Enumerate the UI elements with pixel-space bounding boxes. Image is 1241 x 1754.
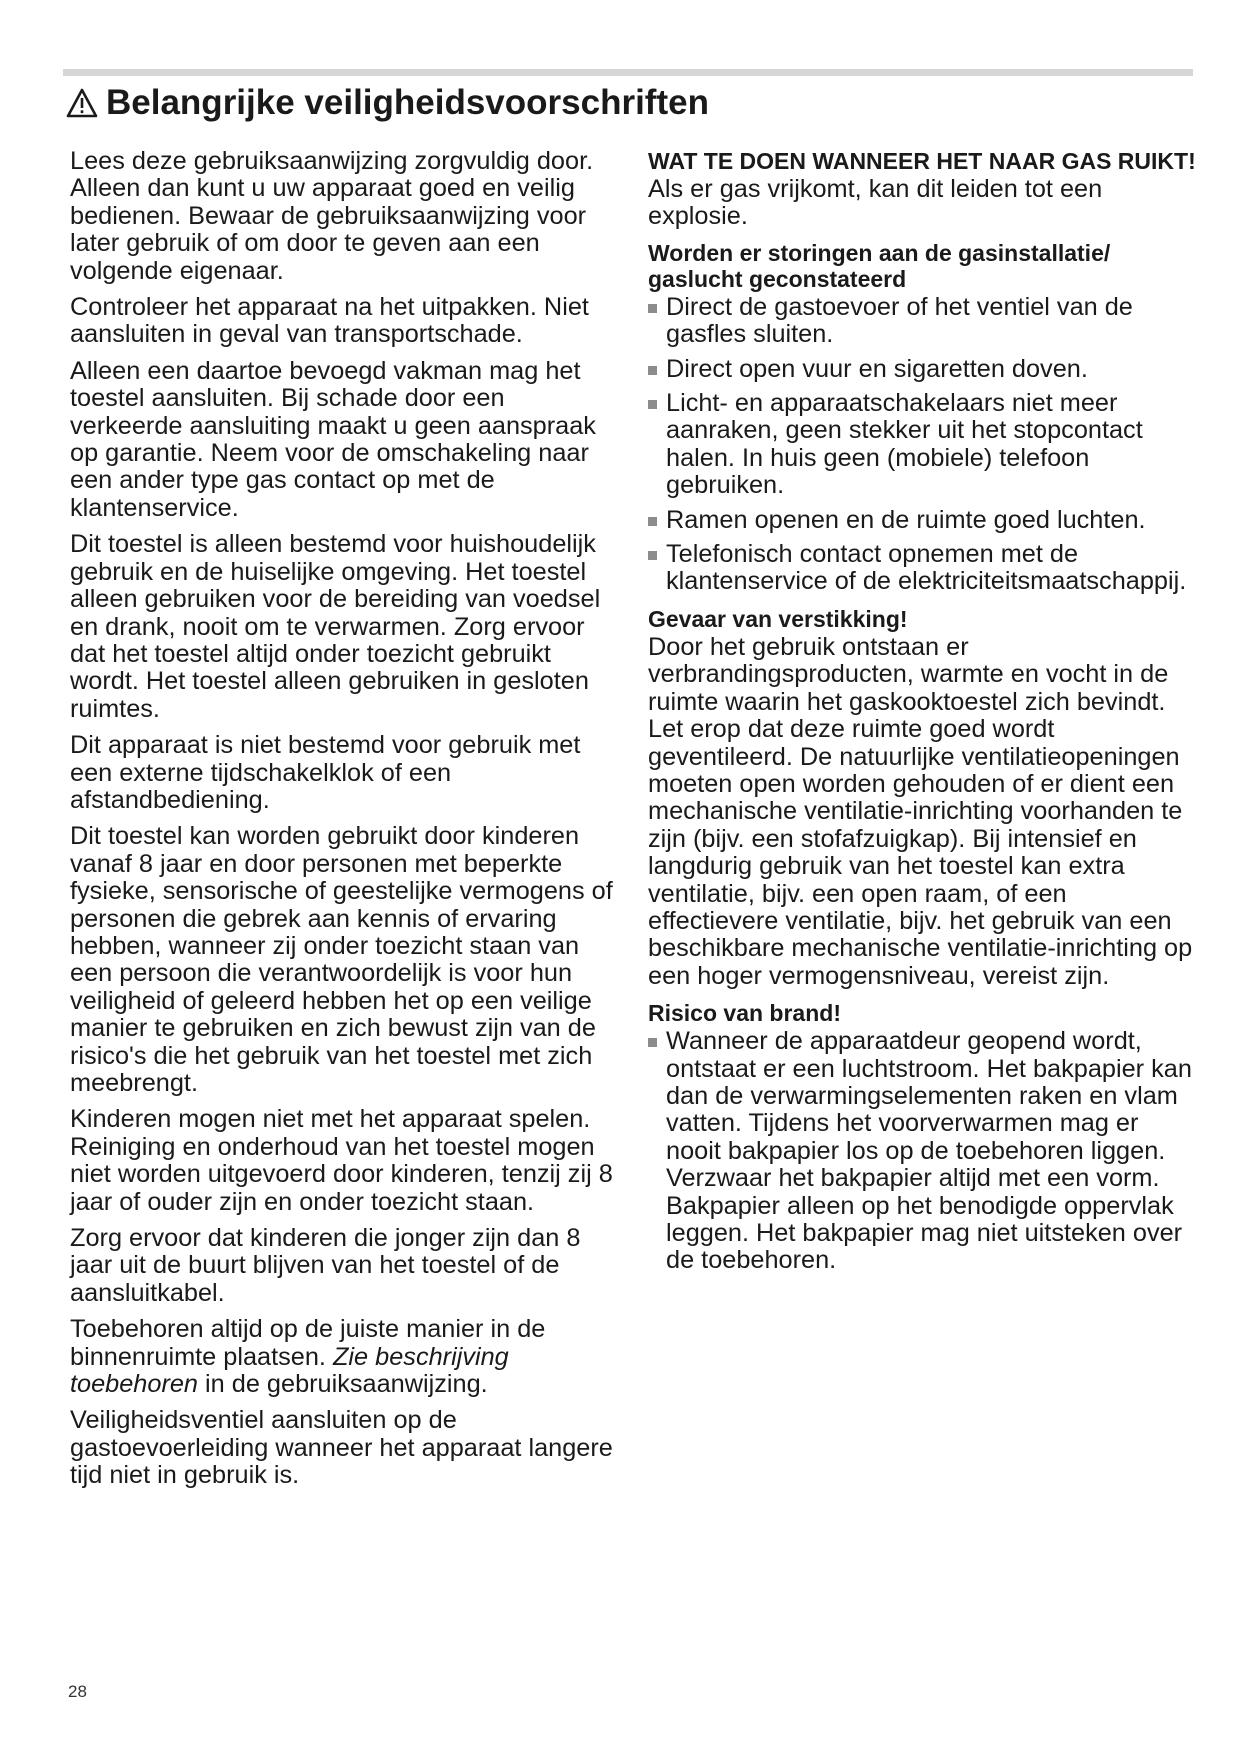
list-item-text: Ramen openen en de ruimte goed luchten. [666,505,1146,534]
gas-smell-heading: WAT TE DOEN WANNEER HET NAAR GAS RUIKT! [648,148,1196,174]
list-item [648,294,1196,349]
paragraph: Controleer het apparaat na het uitpakken. Niet aansluiten in geval van transportschade. [70,293,589,349]
page-title-text: Belangrijke veiligheidsvoorschriften [106,83,709,122]
paragraph: Alleen een daartoe bevoegd vakman mag het toestel aansluiten. Bij schade door een verkeerde aansluiting maakt u geen aanspraak op garantie. Neem voor de omschakeling naar een ander type gas contact op met de klantenservice. [70,356,596,522]
paragraph: Dit toestel is alleen bestemd voor huishoudelijk gebruik en de huiselijke omgeving. Het toestel alleen gebruiken voor de bereiding van voedsel en drank, nooit om te verwarmen. Zorg ervoor dat het toestel altijd onder toezicht gebruikt wordt. Het toestel alleen gebruiken in gesloten ruimtes. [70,530,601,723]
paragraph-accessories [70,1316,618,1398]
left-column [70,148,618,1499]
paragraph-text: in de gebruiksaanwijzing. [205,1370,488,1399]
paragraph: Zorg ervoor dat kinderen die jonger zijn dan 8 jaar uit de buurt blijven van het toestel of de aansluitkabel. [70,1224,581,1307]
suffocation-heading: Gevaar van verstikking! [648,605,908,632]
bullet-icon [648,400,657,409]
bullet-icon [648,1038,657,1047]
list-item [648,390,1196,500]
right-column [648,148,1196,1284]
list-item [648,541,1196,596]
list-item-text: Direct de gastoevoer of het ventiel van de gasfles sluiten. [666,292,1133,349]
list-item-text: Wanneer de apparaatdeur geopend wordt, ontstaat er een luchtstroom. Het bakpapier kan dan de verwarmingselementen raken en vlam vatten. Tijdens het voorverwarmen mag er nooit bakpapier los op de toebehoren liggen. Verzwaar het bakpapier altijd met een vorm. Bakpapier alleen op het benodigde oppervlak leggen. Het bakpapier mag niet uitsteken over de toebehoren. [666,1027,1192,1275]
paragraph: Lees deze gebruiksaanwijzing zorgvuldig door. Alleen dan kunt u uw apparaat goed en veilig bedienen. Bewaar de gebruiksaanwijzing voor later gebruik of om door te geven aan een volgende eigenaar. [70,147,594,285]
list-item-text: Direct open vuur en sigaretten doven. [666,354,1088,383]
bullet-icon [648,517,657,526]
bullet-icon [648,551,657,560]
list-item [648,356,1196,383]
warning-icon [66,88,98,118]
paragraph: Veiligheidsventiel aansluiten op de gastoevoerleiding wanneer het apparaat langere tijd niet in gebruik is. [70,1406,613,1490]
paragraph: Als er gas vrijkomt, kan dit leiden tot een explosie. [648,175,1103,231]
list-item-text: Licht- en apparaatschakelaars niet meer aanraken, geen stekker uit het stopcontact halen. In huis geen (mobiele) telefoon gebruiken. [666,389,1143,500]
gas-faults-heading: Worden er storingen aan de gasinstallatie/ gaslucht geconstateerd [648,239,1111,292]
paragraph: Dit apparaat is niet bestemd voor gebruik met een externe tijdschakelklok of een afstandbediening. [70,731,581,814]
page-title [66,80,709,126]
header-rule [63,69,1193,76]
page-number: 28 [68,1682,87,1701]
gas-faults-list [648,294,1196,596]
list-item [648,507,1196,534]
bullet-icon [648,304,657,313]
paragraph-text: Toebehoren altijd op de juiste manier in de binnenruimte plaatsen. [70,1315,546,1371]
paragraph: Door het gebruik ontstaan er verbrandingsproducten, warmte en vocht in de ruimte waarin het gaskooktoestel zich bevindt. Let erop dat deze ruimte goed wordt geventileerd. De natuurlijke ventilatieopeningen moeten open worden gehouden of er dient een mechanische ventilatie-inrichting voorhanden te zijn (bijv. een stofafzuigkap). Bij intensief en langdurig gebruik van het toestel kan extra ventilatie, bijv. een open raam, of een effectievere ventilatie, bijv. het gebruik van een beschikbare mechanische ventilatie-inrichting op een hoger vermogensniveau, vereist zijn. [648,632,1193,990]
paragraph: Dit toestel kan worden gebruikt door kinderen vanaf 8 jaar en door personen met beperkte fysieke, sensorische of geestelijke vermogens of personen die gebrek aan kennis of ervaring hebben, wanneer zij onder toezicht staan van een persoon die verantwoordelijk is voor hun veiligheid of geleerd hebben het op een veilige manier te gebruiken en zich bewust zijn van de risico's die het gebruik van het toestel met zich meebrengt. [70,822,613,1097]
fire-risk-list [648,1028,1196,1275]
bullet-icon [648,366,657,375]
list-item [648,1028,1196,1275]
cross-reference: Zie beschrijving toebehoren [70,1342,509,1399]
fire-risk-heading: Risico van brand! [648,1000,841,1027]
list-item-text: Telefonisch contact opnemen met de klantenservice of de elektriciteitsmaatschappij. [666,540,1187,596]
paragraph: Kinderen mogen niet met het apparaat spelen. Reiniging en onderhoud van het toestel mogen niet worden uitgevoerd door kinderen, tenzij zij 8 jaar of ouder zijn en onder toezicht staan. [70,1105,613,1216]
